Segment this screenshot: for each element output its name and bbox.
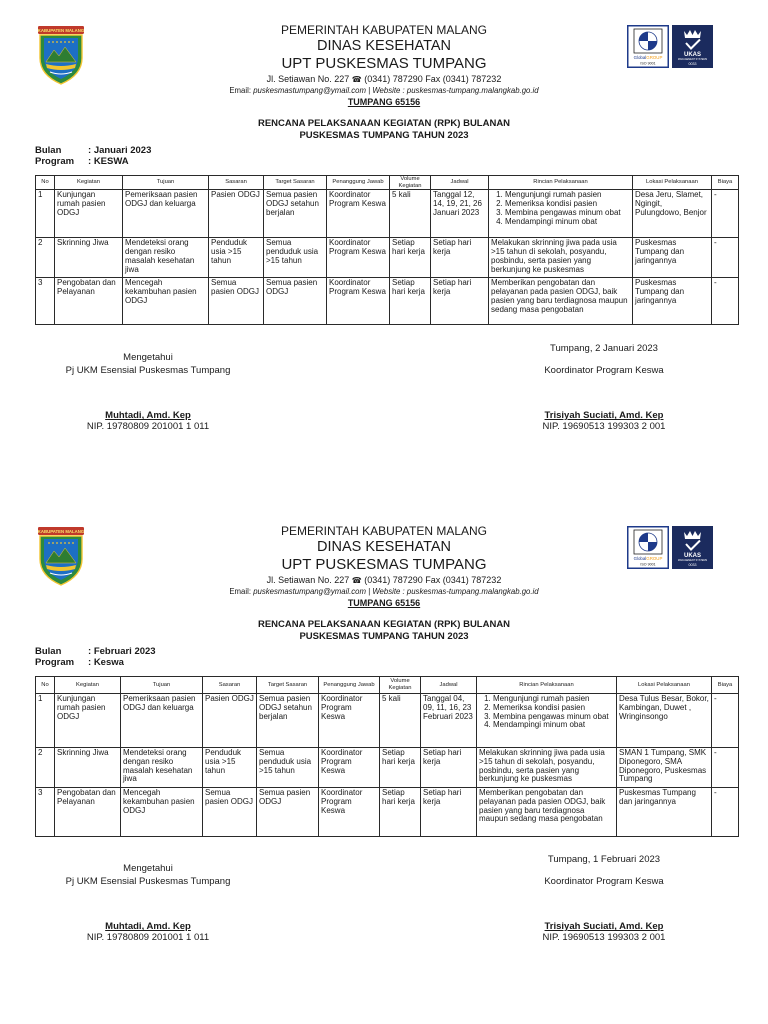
kop-dinas: DINAS KESEHATAN [316,38,452,54]
approver-nip: NIP. 19780809 201001 1 011 [86,421,210,432]
cell-sasaran: Pasien ODGJ [203,694,257,748]
kop-postcode: TUMPANG 65156 [347,598,421,608]
cell-lokasi: Puskesmas Tumpang dan jaringannya [633,278,712,325]
email-separator: | [368,587,371,596]
rincian-item: 4. Mendampingi minum obat [505,218,630,227]
document-title: RENCANA PELAKSANAAN KEGIATAN (RPK) BULANAN [257,619,511,630]
kop-phone-fax: (0341) 787290 Fax (0341) 787232 [364,74,502,84]
document-subtitle: PUSKESMAS TUMPANG TAHUN 2023 [299,130,469,141]
approval-caption: Mengetahui [123,863,173,874]
coordinator-name: Trisiyah Suciati, Amd. Kep [544,921,664,932]
cert-brand-1: Global [633,556,647,561]
cell-lokasi: Desa Jeru, Slamet, Ngingit, Pulungdowo, Benjor [633,190,712,238]
website-url: puskesmas-tumpang.malangkab.go.id [406,86,539,95]
cell-tujuan: Mencegah kekambuhan pasien ODGJ [123,278,209,325]
cell-tujuan: Mendeteksi orang dengan resiko masalah kesehatan jiwa [123,238,209,278]
program-row [35,657,124,668]
kop-address: Jl. Setiawan No. 227 [266,575,350,585]
cell-jadwal: Setiap hari kerja [431,278,489,325]
cell-biaya: - [712,694,739,748]
cell-tujuan: Mencegah kekambuhan pasien ODGJ [121,788,203,837]
header-sasaran: Sasaran [209,176,264,190]
header-lokasi-pelaksanaan: Lokasi Pelaksanaan [633,176,712,190]
program-value: Keswa [93,657,124,668]
email-separator: | [368,86,371,95]
cell-volume: Setiap hari kerja [380,788,421,837]
cell-target: Semua pasien ODGJ [264,278,327,325]
header-biaya: Biaya [712,176,739,190]
bulan-value: Januari 2023 [93,145,152,156]
bulan-row [35,145,151,156]
rpk-page-februari [0,501,768,1011]
cell-kegiatan: Skrinning Jiwa [55,238,123,278]
rincian-item: 4. Mendampingi minum obat [493,721,614,730]
kop-address: Jl. Setiawan No. 227 [266,74,350,84]
header-penanggung-jawab: Penanggung Jawab [319,677,380,694]
cell-no: 3 [36,278,55,325]
coordinator-name: Trisiyah Suciati, Amd. Kep [544,410,664,421]
table-row [36,278,739,325]
cell-penanggung-jawab: Koordinator Program Keswa [327,238,390,278]
rpk-table [35,175,739,325]
kop-upt: UPT PUSKESMAS TUMPANG [281,55,487,72]
kop-phone-fax: (0341) 787290 Fax (0341) 787232 [364,575,502,585]
bulan-row [35,646,156,657]
program-value: KESWA [93,156,129,167]
rincian-item: 2. Memeriksa kondisi pasien [493,704,614,713]
header-sasaran: Sasaran [203,677,257,694]
program-row [35,156,129,167]
cell-no: 3 [36,788,55,837]
header-target-sasaran: Target Sasaran [257,677,319,694]
cell-volume: Setiap hari kerja [380,748,421,788]
table-row [36,694,739,748]
cell-target: Semua penduduk usia >15 tahun [264,238,327,278]
coordinator-nip: NIP. 19690513 199303 2 001 [542,932,666,943]
signature-block [0,343,768,435]
table-row [36,748,739,788]
website-label: Website : [372,86,405,95]
rincian-item: 3. Membina pengawas minum obat [505,209,630,218]
cell-volume: 5 kali [380,694,421,748]
document-date: Tumpang, 1 Februari 2023 [547,854,661,865]
bulan-value: Februari 2023 [93,646,156,657]
coordinator-role: Koordinator Program Keswa [544,876,664,887]
header-kegiatan: Kegiatan [55,176,123,190]
cell-biaya: - [712,788,739,837]
cell-tujuan: Pemeriksaan pasien ODGJ dan keluarga [123,190,209,238]
email-label: Email: [229,587,252,596]
svg-text:GlobalGROUP [634,55,663,60]
cert-standard: ISO 9001 [640,562,656,567]
cell-penanggung-jawab: Koordinator Program Keswa [319,694,380,748]
header-volume-kegiatan: Volume Kegiatan [380,677,421,694]
cell-tujuan: Pemeriksaan pasien ODGJ dan keluarga [121,694,203,748]
kop-address-line [0,74,768,85]
cell-kegiatan: Pengobatan dan Pelayanan [55,278,123,325]
header-biaya: Biaya [712,677,739,694]
cell-sasaran: Semua pasien ODGJ [203,788,257,837]
header-no: No [36,677,55,694]
rincian-item: 3. Membina pengawas minum obat [493,713,614,722]
telephone-icon [352,575,362,585]
cert-standard: ISO 9001 [640,61,656,66]
cell-rincian [477,694,617,748]
header-rincian-pelaksanaan: Rincian Pelaksanaan [489,176,633,190]
cell-sasaran: Penduduk usia >15 tahun [203,748,257,788]
svg-text:GlobalGROUP [634,556,663,561]
cell-rincian: Melakukan skrinning jiwa pada usia >15 tahun di sekolah, posyandu, posbindu, serta pasien yang berkunjung ke puskesmas [489,238,633,278]
table-header-row [36,677,739,694]
rpk-table [35,676,739,837]
rpk-page-januari [0,0,768,510]
coordinator-nip: NIP. 19690513 199303 2 001 [542,421,666,432]
kop-upt: UPT PUSKESMAS TUMPANG [281,556,487,573]
approver-name: Muhtadi, Amd. Kep [105,410,191,421]
email-address: puskesmastumpang@ymail.com [253,587,366,596]
header-no: No [36,176,55,190]
cell-kegiatan: Kunjungan rumah pasien ODGJ [55,694,121,748]
cell-target: Semua pasien ODGJ setahun berjalan [264,190,327,238]
approver-nip: NIP. 19780809 201001 1 011 [86,932,210,943]
email-address: puskesmastumpang@ymail.com [253,86,366,95]
header-target-sasaran: Target Sasaran [264,176,327,190]
cell-kegiatan: Skrinning Jiwa [55,748,121,788]
kop-pemerintah: PEMERINTAH KABUPATEN MALANG [280,23,488,37]
cell-kegiatan: Kunjungan rumah pasien ODGJ [55,190,123,238]
cert-brand-2: GROUP [646,556,663,561]
bulan-colon: : [88,145,92,156]
rincian-item: 1. Mengunjungi rumah pasien [493,695,614,704]
cell-volume: Setiap hari kerja [390,238,431,278]
rincian-list [479,695,614,730]
cell-rincian [489,190,633,238]
cell-jadwal: Setiap hari kerja [431,238,489,278]
header-tujuan: Tujuan [121,677,203,694]
cell-penanggung-jawab: Koordinator Program Keswa [319,788,380,837]
cell-penanggung-jawab: Koordinator Program Keswa [327,278,390,325]
cert-brand-1: Global [633,55,647,60]
cell-jadwal: Setiap hari kerja [421,788,477,837]
cell-sasaran: Penduduk usia >15 tahun [209,238,264,278]
program-label: Program [35,657,75,668]
signature-block [0,854,768,946]
iso-certification-logo [627,25,669,68]
ukas-name: UKAS [683,52,702,58]
table-row [36,238,739,278]
cell-no: 2 [36,748,55,788]
cell-lokasi: Puskesmas Tumpang dan jaringannya [617,788,712,837]
program-colon: : [88,657,92,668]
ukas-caption: MANAGEMENT SYSTEMS [677,58,708,61]
table-row [36,190,739,238]
document-date: Tumpang, 2 Januari 2023 [550,343,658,354]
cell-jadwal: Tanggal 04, 09, 11, 16, 23 Februari 2023 [421,694,477,748]
cell-sasaran: Semua pasien ODGJ [209,278,264,325]
document-subtitle: PUSKESMAS TUMPANG TAHUN 2023 [299,631,469,642]
cell-lokasi: SMAN 1 Tumpang, SMK Diponegoro, SMA Diponegoro, Puskesmas Tumpang [617,748,712,788]
kop-pemerintah: PEMERINTAH KABUPATEN MALANG [280,524,488,538]
website-url: puskesmas-tumpang.malangkab.go.id [406,587,539,596]
crest-banner-text: KABUPATEN MALANG [37,27,85,33]
approval-caption: Mengetahui [123,352,173,363]
cell-biaya: - [712,238,739,278]
cell-lokasi: Desa Tulus Besar, Bokor, Kambingan, Duwet , Wringinsongo [617,694,712,748]
cell-biaya: - [712,190,739,238]
telephone-icon [352,74,362,84]
bulan-label: Bulan [35,646,62,657]
header-penanggung-jawab: Penanggung Jawab [327,176,390,190]
ukas-name: UKAS [683,553,702,559]
cell-target: Semua pasien ODGJ [257,788,319,837]
cell-penanggung-jawab: Koordinator Program Keswa [327,190,390,238]
header-jadwal: Jadwal [431,176,489,190]
cell-biaya: - [712,748,739,788]
cell-volume: 5 kali [390,190,431,238]
cell-jadwal: Setiap hari kerja [421,748,477,788]
cell-no: 2 [36,238,55,278]
crest-banner-text: KABUPATEN MALANG [37,528,85,534]
kop-email-line [0,86,768,95]
cell-target: Semua penduduk usia >15 tahun [257,748,319,788]
ukas-logo [672,526,713,569]
kop-dinas: DINAS KESEHATAN [316,539,452,555]
approver-role: Pj UKM Esensial Puskesmas Tumpang [65,876,231,887]
approver-role: Pj UKM Esensial Puskesmas Tumpang [65,365,231,376]
program-label: Program [35,156,75,167]
cell-rincian: Memberikan pengobatan dan pelayanan pada pasien ODGJ, baik pasien yang baru terdiagnosa maupun sedang masa pengobatan [489,278,633,325]
header-kegiatan: Kegiatan [55,677,121,694]
cell-volume: Setiap hari kerja [390,278,431,325]
cell-penanggung-jawab: Koordinator Program Keswa [319,748,380,788]
rincian-item: 1. Mengunjungi rumah pasien [505,191,630,200]
kop-postcode: TUMPANG 65156 [347,97,421,107]
header-jadwal: Jadwal [421,677,477,694]
header-tujuan: Tujuan [123,176,209,190]
cell-rincian: Melakukan skrinning jiwa pada usia >15 tahun di sekolah, posyandu, posbindu, serta pasien yang berkunjung ke puskesmas [477,748,617,788]
cell-no: 1 [36,190,55,238]
header-lokasi-pelaksanaan: Lokasi Pelaksanaan [617,677,712,694]
approver-name: Muhtadi, Amd. Kep [105,921,191,932]
kop-address-line [0,575,768,586]
bulan-label: Bulan [35,145,62,156]
table-row [36,788,739,837]
cell-no: 1 [36,694,55,748]
bulan-colon: : [88,646,92,657]
table-header-row [36,176,739,190]
ukas-number: 0033 [688,563,697,567]
kop-email-line [0,587,768,596]
iso-certification-logo [627,526,669,569]
cell-kegiatan: Pengobatan dan Pelayanan [55,788,121,837]
rincian-list [491,191,630,226]
ukas-number: 0033 [688,62,697,66]
cell-target: Semua pasien ODGJ setahun berjalan [257,694,319,748]
cell-jadwal: Tanggal 12, 14, 19, 21, 26 Januari 2023 [431,190,489,238]
cell-biaya: - [712,278,739,325]
header-volume-kegiatan: Volume Kegiatan [390,176,431,190]
header-rincian-pelaksanaan: Rincian Pelaksanaan [477,677,617,694]
coordinator-role: Koordinator Program Keswa [544,365,664,376]
program-colon: : [88,156,92,167]
cell-tujuan: Mendeteksi orang dengan resiko masalah kesehatan jiwa [121,748,203,788]
rincian-item: 2. Memeriksa kondisi pasien [505,200,630,209]
email-label: Email: [229,86,252,95]
cell-sasaran: Pasien ODGJ [209,190,264,238]
document-title: RENCANA PELAKSANAAN KEGIATAN (RPK) BULANAN [257,118,511,129]
cell-lokasi: Puskesmas Tumpang dan jaringannya [633,238,712,278]
cert-brand-2: GROUP [646,55,663,60]
website-label: Website : [372,587,405,596]
cell-rincian: Memberikan pengobatan dan pelayanan pada pasien ODGJ, baik pasien yang baru terdiagnosa maupun sedang masa pengobatan [477,788,617,837]
ukas-caption: MANAGEMENT SYSTEMS [677,559,708,562]
ukas-logo [672,25,713,68]
